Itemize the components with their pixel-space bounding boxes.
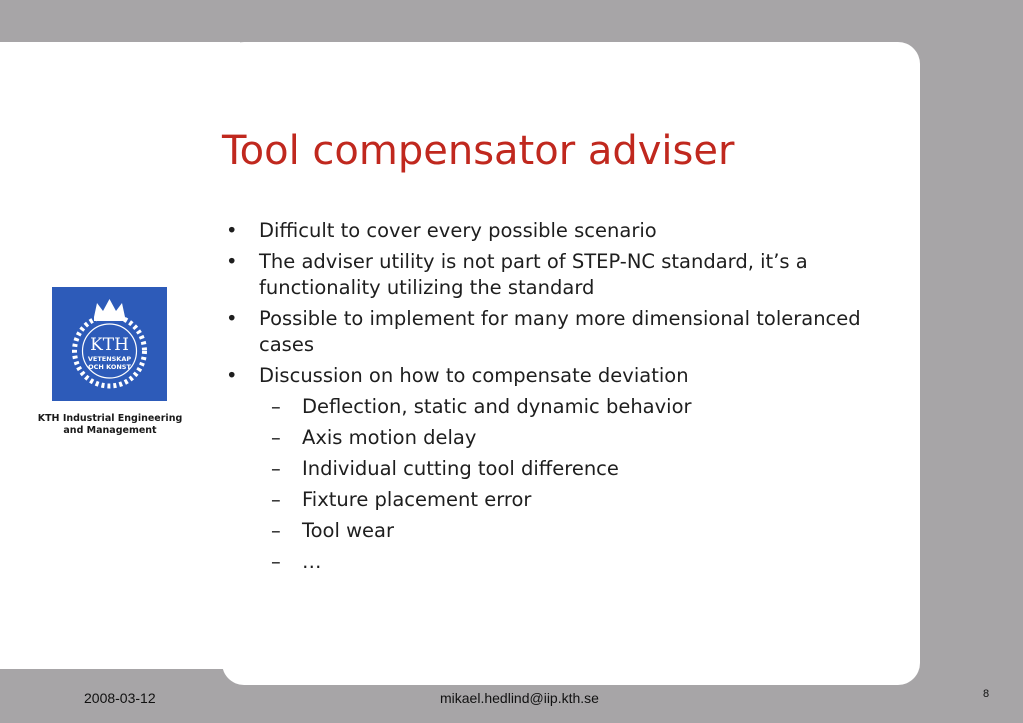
bullet-marker: • [226,364,238,387]
bullet-item [222,363,902,389]
svg-text:OCH KONST: OCH KONST [88,363,131,371]
kth-logo [52,287,167,401]
bullet-marker: • [226,219,238,242]
sub-bullet-text: Axis motion delay [302,426,477,449]
bullet-text: Discussion on how to compensate deviation [259,364,689,387]
bullet-item [222,218,902,244]
sub-bullet-text: Tool wear [302,519,394,542]
logo-caption [20,413,200,437]
footer-email: mikael.hedlind@iip.kth.se [440,690,599,706]
svg-text:KTH: KTH [90,335,129,355]
sub-bullet-marker: – [271,550,281,573]
sub-bullet-item [222,487,902,513]
kth-emblem-icon [52,287,167,401]
bullet-text: Difficult to cover every possible scenario [259,219,657,242]
logo-caption-line-2: and Management [63,425,157,436]
svg-text:VETENSKAP: VETENSKAP [87,355,132,363]
bullet-item [222,249,902,301]
bullet-marker: • [226,307,238,330]
sub-bullet-text: Deflection, static and dynamic behavior [302,395,692,418]
slide-title: Tool compensator adviser [222,128,735,174]
bullet-list [222,218,902,580]
sub-bullet-item [222,456,902,482]
sub-bullet-marker: – [271,426,281,449]
footer-date: 2008-03-12 [84,690,156,706]
sub-bullet-item [222,394,902,420]
sub-bullet-text: Individual cutting tool difference [302,457,619,480]
bullet-text: Possible to implement for many more dimensional toleranced cases [259,307,861,356]
sub-bullet-marker: – [271,519,281,542]
logo-caption-line-1: KTH Industrial Engineering [37,413,183,424]
bullet-item [222,306,902,358]
sub-bullet-item [222,549,902,575]
sub-bullet-marker: – [271,457,281,480]
sub-bullet-text: … [302,550,322,573]
sub-bullet-marker: – [271,488,281,511]
bullet-text: The adviser utility is not part of STEP-NC standard, it’s a functionality utilizing the standard [259,250,808,299]
sub-bullet-marker: – [271,395,281,418]
sub-bullet-item [222,518,902,544]
bullet-marker: • [226,250,238,273]
sub-bullet-item [222,425,902,451]
footer-page-number: 8 [983,688,990,700]
sub-bullet-text: Fixture placement error [302,488,532,511]
